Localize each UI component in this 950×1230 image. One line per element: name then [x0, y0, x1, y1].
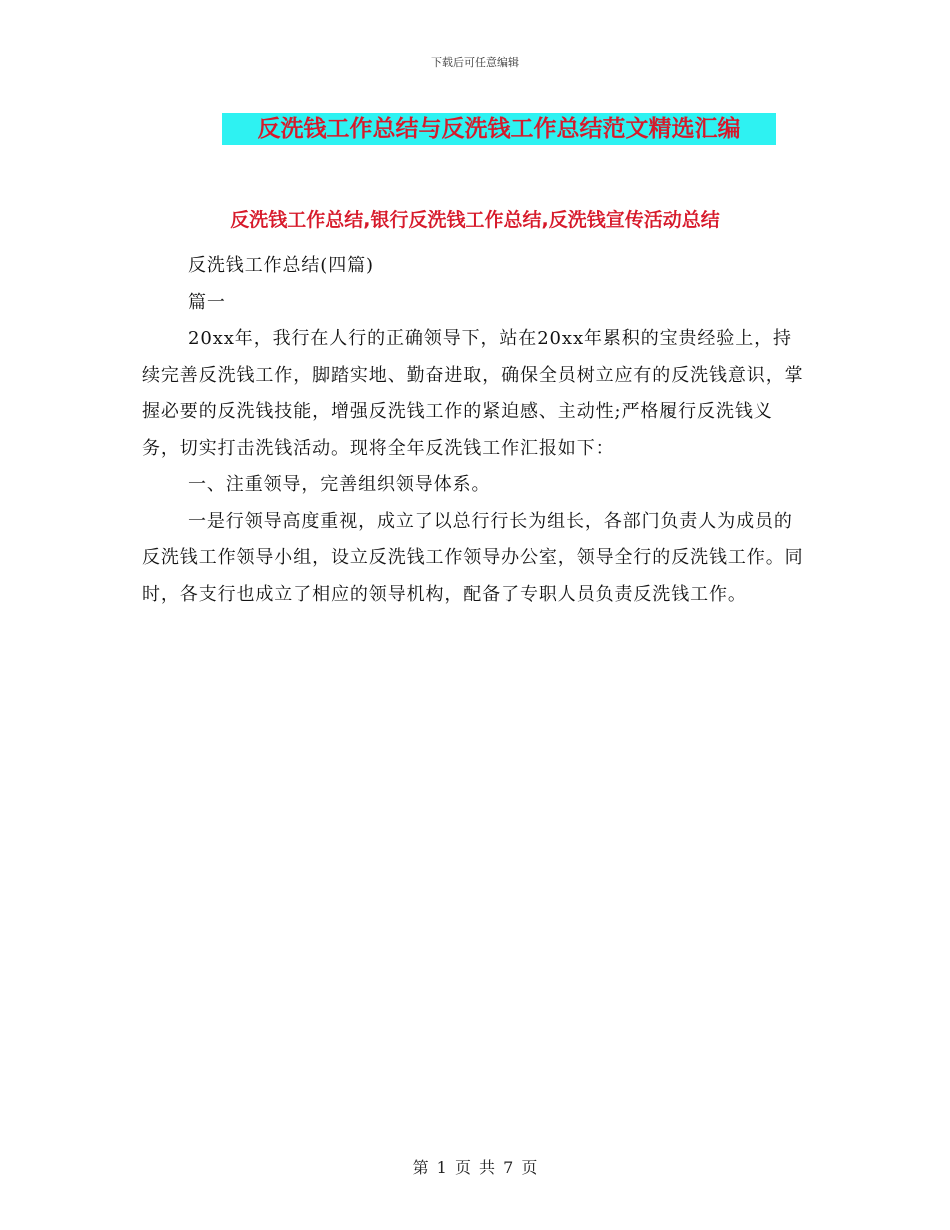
document-body — [142, 248, 810, 613]
page-number: 第 1 页 共 7 页 — [412, 1158, 538, 1177]
paragraph-heading: 反洗钱工作总结(四篇) — [188, 255, 374, 276]
paragraph-section-label: 篇一 — [188, 291, 226, 313]
subtitle: 反洗钱工作总结,银行反洗钱工作总结,反洗钱宣传活动总结 — [230, 209, 720, 231]
paragraph-point-detail: 一是行领导高度重视，成立了以总行行长为组长，各部门负责人为成员的反洗钱工作领导小组，设立反洗钱工作领导办公室，领导全行的反洗钱工作。同时，各支行也成立了相应的领导机构，配备了专职人员负责反洗钱工作。 — [142, 510, 804, 605]
paragraph-point-heading: 一、注重领导，完善组织领导体系。 — [188, 474, 491, 495]
paragraph-intro: 20xx年，我行在人行的正确领导下，站在20xx年累积的宝贵经验上，持续完善反洗钱工作，脚踏实地、勤奋进取，确保全员树立应有的反洗钱意识，掌握必要的反洗钱技能，增强反洗钱工作的紧迫感、主动性;严格履行反洗钱义务，切实打击洗钱活动。现将全年反洗钱工作汇报如下： — [142, 328, 804, 459]
header-note: 下载后可任意编辑 — [431, 56, 519, 69]
main-title-highlight — [222, 113, 776, 145]
main-title: 反洗钱工作总结与反洗钱工作总结范文精选汇编 — [257, 116, 741, 142]
